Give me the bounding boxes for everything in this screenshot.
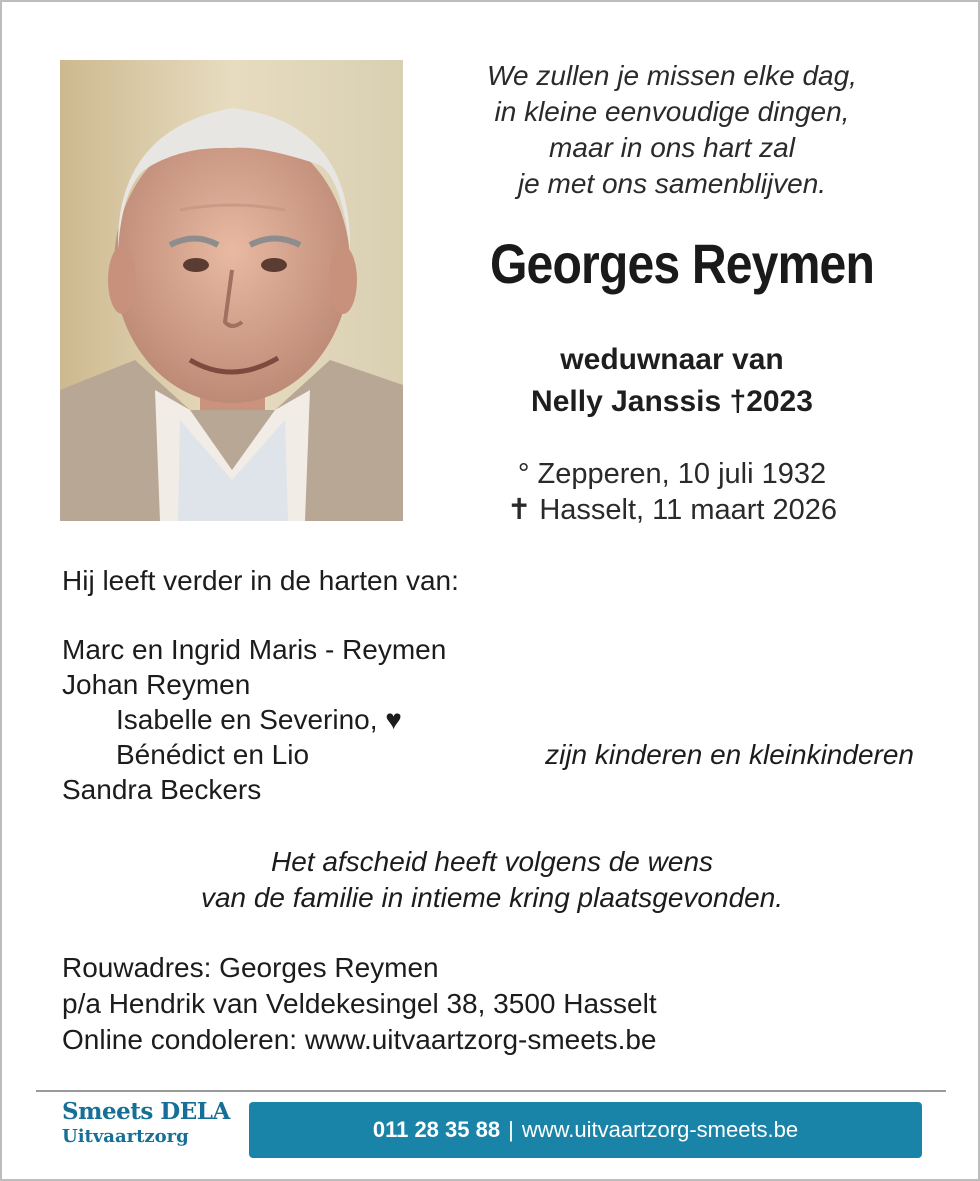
family-member: Isabelle en Severino, ♥ xyxy=(116,704,402,735)
family-member: Marc en Ingrid Maris - Reymen xyxy=(62,634,447,665)
family-intro: Hij leeft verder in de harten van: xyxy=(62,565,459,596)
website-link[interactable]: www.uitvaartzorg-smeets.be xyxy=(521,1117,799,1142)
brand-subtitle: Uitvaartzorg xyxy=(62,1126,189,1147)
funeral-home-logo xyxy=(62,1098,230,1148)
life-dates xyxy=(422,456,922,528)
online-condolence: Online condoleren: www.uitvaartzorg-smeets.be xyxy=(62,1024,657,1055)
portrait-image xyxy=(60,60,403,521)
deceased-name: Georges Reymen xyxy=(489,232,875,295)
family-member: Johan Reymen xyxy=(62,669,251,700)
portrait-photo xyxy=(60,60,403,521)
mourning-address-name: Rouwadres: Georges Reymen xyxy=(62,952,439,983)
phone-number[interactable]: 011 28 35 88 xyxy=(372,1117,501,1142)
poem-line: in kleine eenvoudige dingen, xyxy=(494,96,850,127)
farewell-notice xyxy=(42,844,942,916)
bar-separator: | xyxy=(508,1117,514,1142)
family-relation: zijn kinderen en kleinkinderen xyxy=(545,739,914,770)
widow-line: weduwnaar van xyxy=(560,343,784,376)
farewell-line: Het afscheid heeft volgens de wens xyxy=(270,846,714,877)
death-date: ✝ Hasselt, 11 maart 2026 xyxy=(506,494,838,526)
poem-line: je met ons samenblijven. xyxy=(517,168,827,199)
widow-info xyxy=(422,339,922,423)
spouse-name: Nelly Janssis †2023 xyxy=(531,385,813,418)
family-member-row xyxy=(62,737,942,772)
memorial-poem xyxy=(422,58,922,202)
birth-date: ° Zepperen, 10 juli 1932 xyxy=(517,458,827,490)
contact-info xyxy=(62,950,657,1058)
mourning-address: p/a Hendrik van Veldekesingel 38, 3500 Hasselt xyxy=(62,988,657,1019)
family-list xyxy=(62,632,942,807)
family-member: Sandra Beckers xyxy=(62,774,262,805)
brand-name: Smeets DELA xyxy=(62,1098,230,1125)
contact-bar xyxy=(249,1102,922,1158)
poem-line: maar in ons hart zal xyxy=(549,132,795,163)
poem-line: We zullen je missen elke dag, xyxy=(487,60,857,91)
farewell-line: van de familie in intieme kring plaatsgevonden. xyxy=(200,882,784,913)
family-member: Bénédict en Lio xyxy=(116,739,310,770)
footer-divider xyxy=(36,1090,946,1092)
